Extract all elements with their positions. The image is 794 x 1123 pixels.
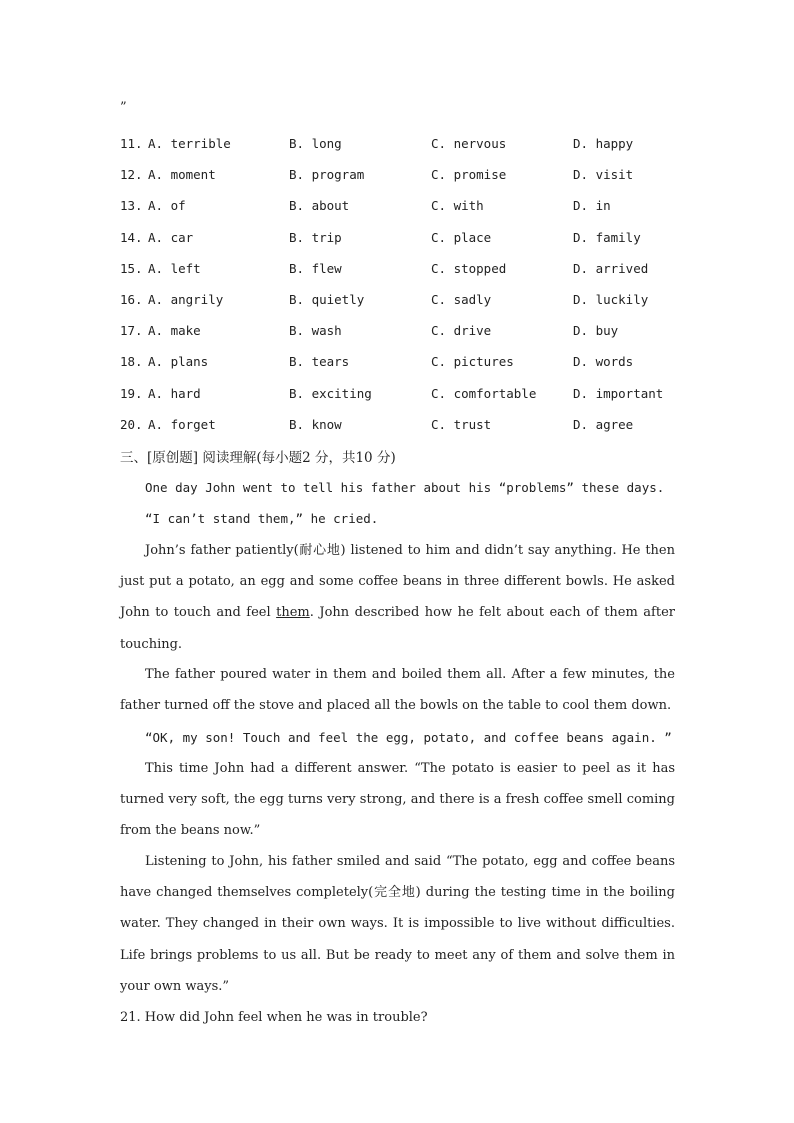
option-a: A. terrible xyxy=(148,136,231,151)
option-c: C. trust xyxy=(431,416,492,432)
option-c: C. pictures xyxy=(431,354,514,370)
option-b: B. program xyxy=(289,167,365,183)
option-c: C. comfortable xyxy=(431,385,537,401)
option-d: D. arrived xyxy=(573,260,649,276)
question-number: 13. xyxy=(120,198,143,214)
underlined-word: them xyxy=(276,605,310,621)
option-c: C. drive xyxy=(431,323,492,339)
option-c: C. promise xyxy=(431,167,507,183)
option-row xyxy=(120,386,680,406)
passage-paragraph-7: Listening to John, his father smiled and said “The potato, egg and coffee beans have changed themselves completely(完全地) during the testing time in the boiling water. They changed in their own ways. It is impossible to live without difficulties. Life brings problems to us all. But be ready to meet any of them and solve them in your own ways.” xyxy=(120,854,675,994)
option-d: D. important xyxy=(573,385,664,401)
option-d: D. buy xyxy=(573,323,619,339)
closing-quote: ” xyxy=(120,100,127,115)
option-b: B. exciting xyxy=(289,385,372,401)
option-a: A. car xyxy=(148,229,194,245)
option-d: D. happy xyxy=(573,136,634,151)
question-number: 19. xyxy=(120,385,143,401)
option-a: A. of xyxy=(148,198,186,214)
option-b: B. quietly xyxy=(289,292,365,307)
question-number: 16. xyxy=(120,292,143,307)
option-c: C. nervous xyxy=(431,136,507,151)
option-b: B. tears xyxy=(289,354,350,370)
option-row xyxy=(120,167,680,187)
option-b: B. flew xyxy=(289,260,342,276)
option-a: A. moment xyxy=(148,167,216,183)
question-number: 20. xyxy=(120,416,143,432)
section-title: 三、[原创题] 阅读理解(每小题2 分，共10 分) xyxy=(120,450,396,466)
option-row xyxy=(120,261,680,281)
option-row xyxy=(120,136,680,156)
option-a: A. make xyxy=(148,323,201,339)
option-a: A. hard xyxy=(148,385,201,401)
passage-paragraph-3 xyxy=(120,535,675,660)
option-d: D. agree xyxy=(573,416,634,432)
paragraph-3-text-end: . John described how he felt about each of them after touching. xyxy=(120,605,675,652)
option-b: B. long xyxy=(289,136,342,151)
option-a: A. plans xyxy=(148,354,209,370)
question-number: 12. xyxy=(120,167,143,183)
option-row xyxy=(120,354,680,374)
paragraph-3-text-start: John’s father patiently(耐心地) listened to him and didn’t say anything. He then just put a potato, an egg and some coffee beans in three different bowls. He asked John to touch and feel xyxy=(120,543,675,621)
option-row xyxy=(120,323,680,343)
option-c: C. stopped xyxy=(431,260,507,276)
option-d: D. in xyxy=(573,198,611,214)
option-row xyxy=(120,292,680,312)
question-number: 11. xyxy=(120,136,143,151)
option-b: B. about xyxy=(289,198,350,214)
passage-paragraph-5: “OK, my son! Touch and feel the egg, potato, and coffee beans again. ” xyxy=(145,730,672,745)
option-row xyxy=(120,230,680,250)
option-c: C. place xyxy=(431,229,492,245)
option-b: B. know xyxy=(289,416,342,432)
option-b: B. trip xyxy=(289,229,342,245)
passage-paragraph-1: One day John went to tell his father about his “problems” these days. xyxy=(145,480,665,495)
passage-paragraph-2: “I can’t stand them,” he cried. xyxy=(145,511,379,526)
option-d: D. visit xyxy=(573,167,634,183)
option-d: D. luckily xyxy=(573,292,649,307)
option-b: B. wash xyxy=(289,323,342,339)
option-a: A. angrily xyxy=(148,292,224,307)
option-a: A. left xyxy=(148,260,201,276)
option-row xyxy=(120,198,680,218)
option-d: D. words xyxy=(573,354,634,370)
question-number: 17. xyxy=(120,323,143,339)
passage-paragraph-4: The father poured water in them and boiled them all. After a few minutes, the father turned off the stove and placed all the bowls on the table to cool them down. xyxy=(120,667,675,714)
question-21: 21. How did John feel when he was in trouble? xyxy=(120,1010,428,1025)
question-number: 15. xyxy=(120,260,143,276)
question-number: 18. xyxy=(120,354,143,370)
option-row xyxy=(120,417,680,437)
option-c: C. with xyxy=(431,198,484,214)
option-a: A. forget xyxy=(148,416,216,432)
option-d: D. family xyxy=(573,229,641,245)
question-number: 14. xyxy=(120,229,143,245)
passage-paragraph-6: This time John had a different answer. “The potato is easier to peel as it has turned very soft, the egg turns very strong, and there is a fresh coffee smell coming from the beans now.” xyxy=(120,761,675,839)
option-c: C. sadly xyxy=(431,292,492,307)
